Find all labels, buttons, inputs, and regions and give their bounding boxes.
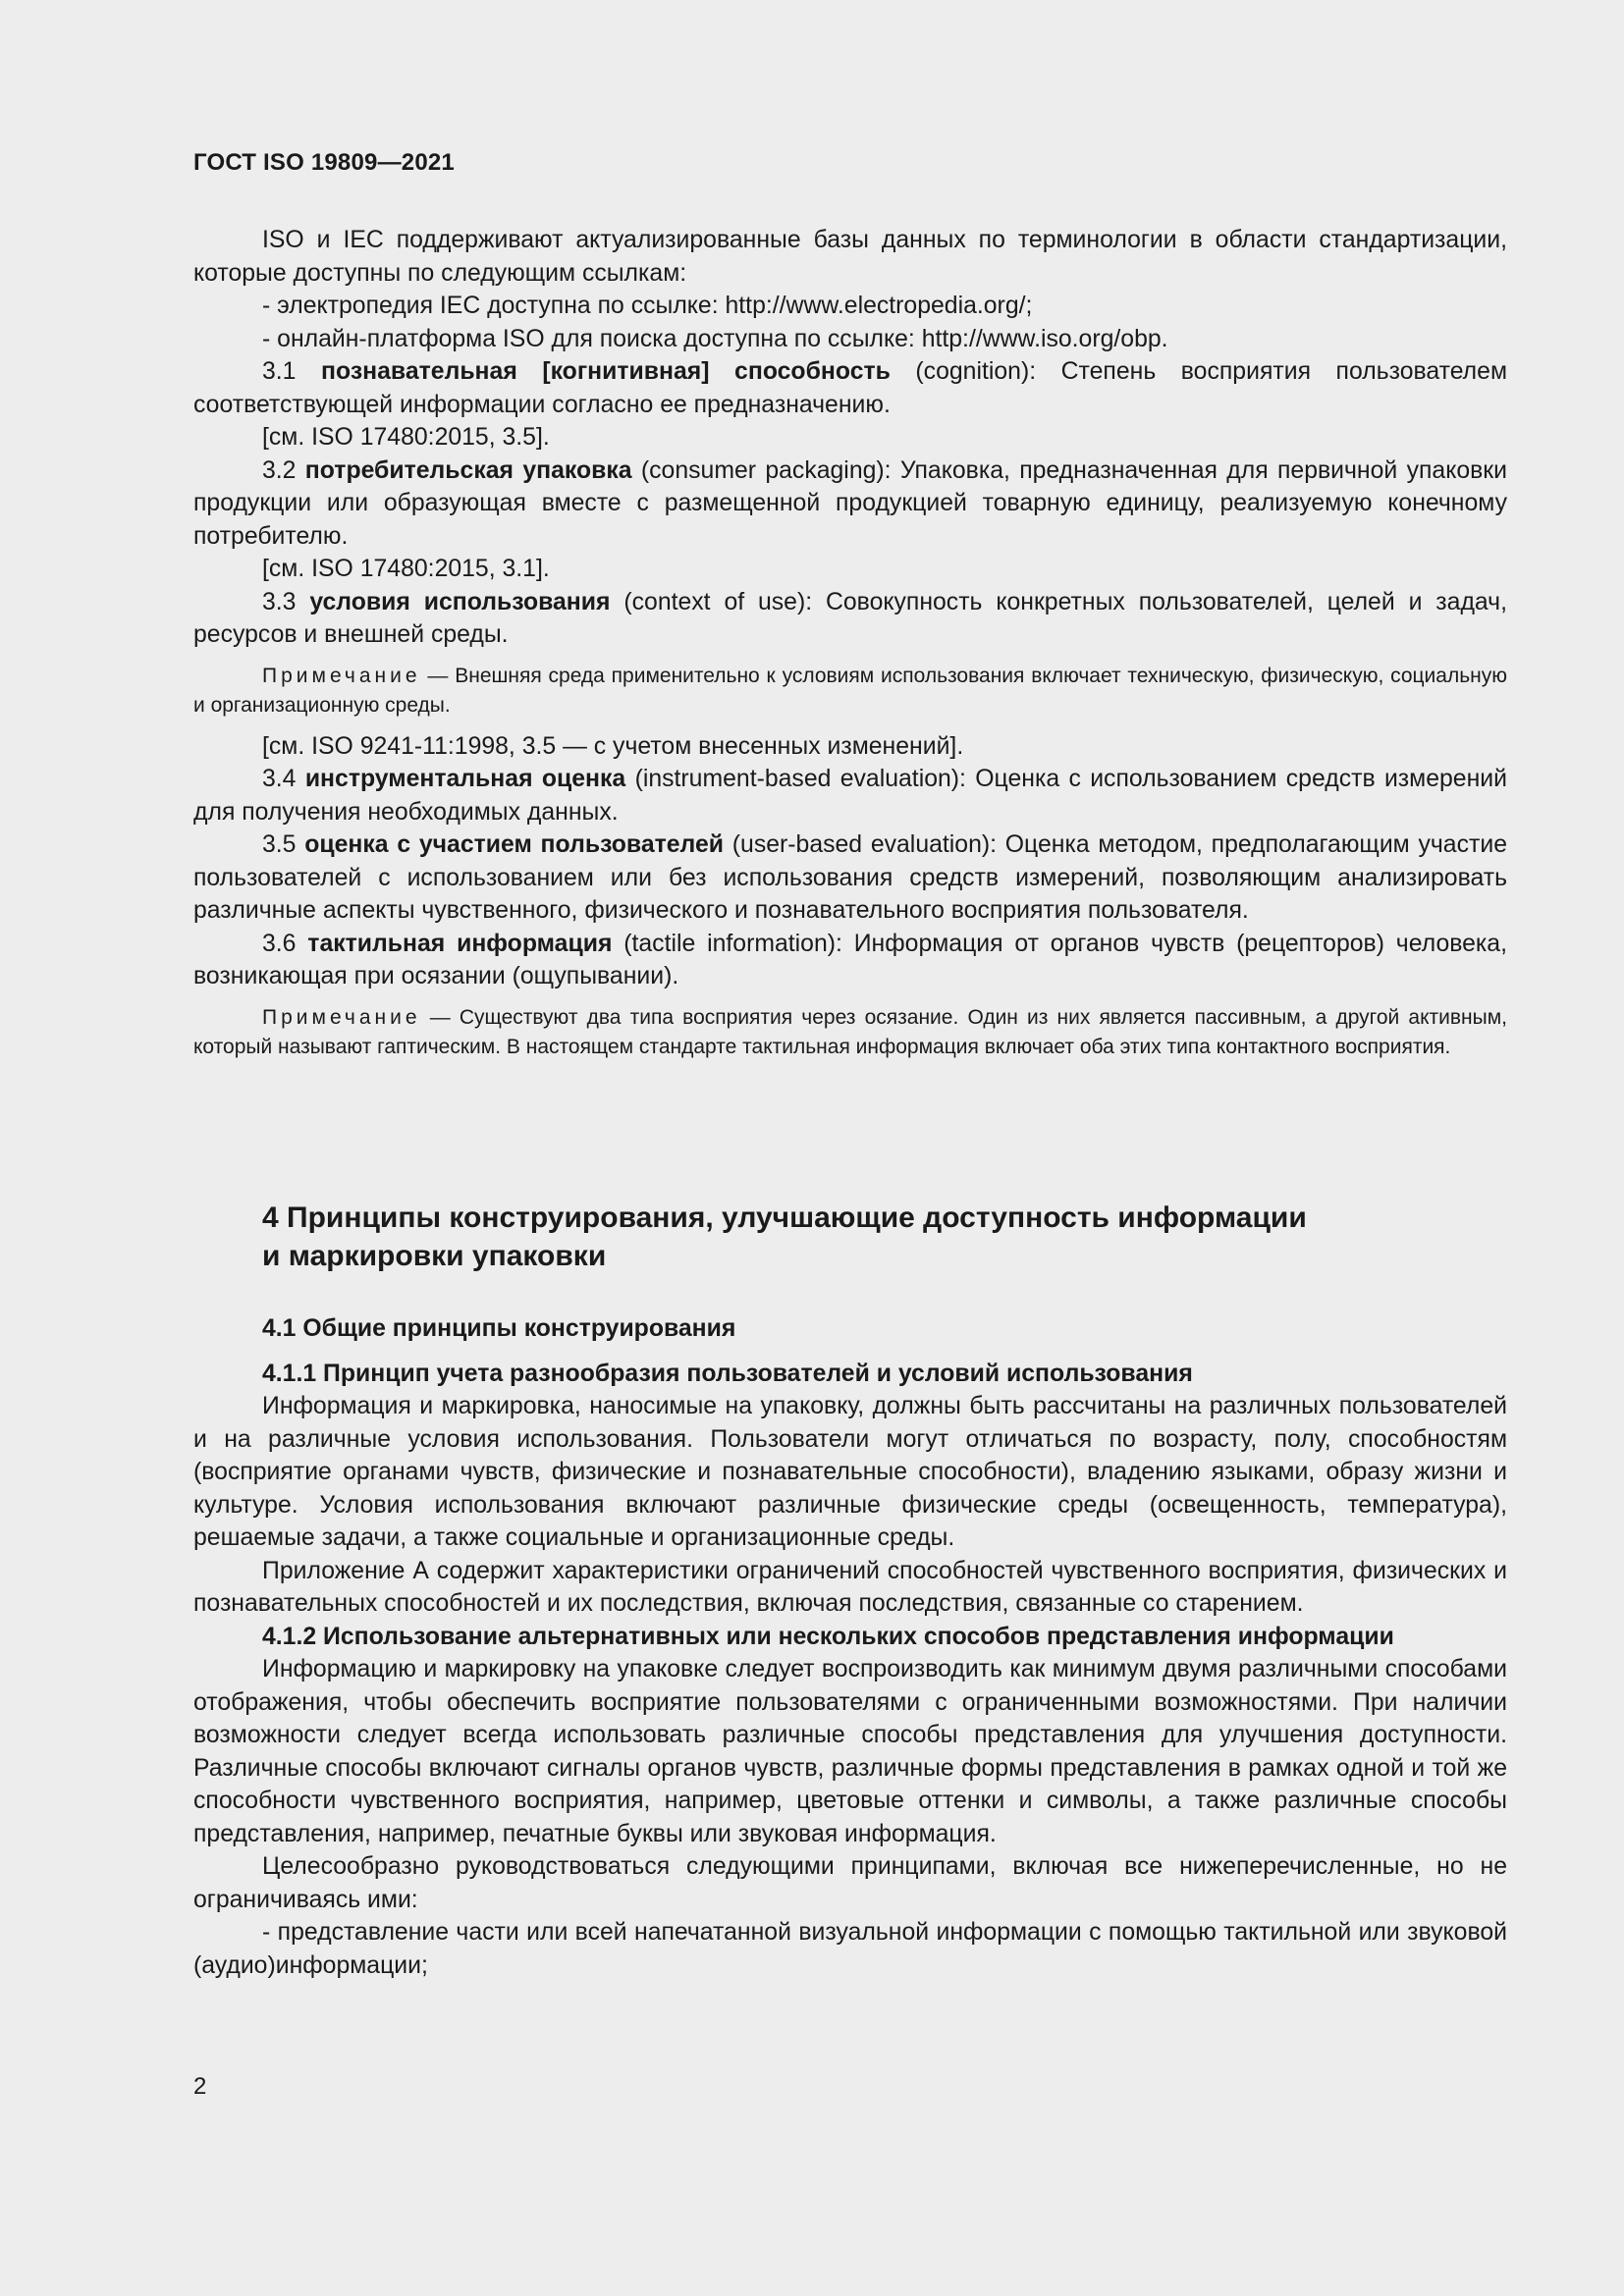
note-label: Примечание: [262, 664, 421, 687]
intro-paragraph: ISO и IEC поддерживают актуализированные базы данных по терминологии в области стандартизации, которые доступны по следующим ссылкам:: [193, 227, 1507, 287]
page-number: 2: [193, 2073, 207, 2100]
section-4-title: 4 Принципы конструирования, улучшающие доступность информации и маркировки упаковки: [262, 1201, 1307, 1272]
term-3-6-name: тактильная информация: [307, 930, 613, 957]
term-3-2: 3.2 потребительская упаковка (consumer packaging): Упаковка, предназначенная для первичной упаковки продукции или образующая вместе с размещенной продукцией товарную единицу, реализуемую конечному потребителю.: [193, 456, 1507, 550]
section-4-1-2-paragraph-1: Информацию и маркировку на упаковке следует воспроизводить как минимум двумя различными способами отображения, чтобы обеспечить восприятие пользователями с ограниченными возможностями. При наличии возможности следует всегда использовать различные способы представления для улучшения доступности. Различные способы включают сигналы органов чувств, различные формы представления в рамках одной и той же способности чувственного восприятия, например, цветовые оттенки и символы, а также различные способы представления, например, печатные буквы или звуковая информация.: [193, 1656, 1507, 1847]
term-3-1-name: познавательная [когнитивная] способность: [321, 358, 891, 385]
note-label: Примечание: [262, 1005, 421, 1029]
term-3-1: 3.1 познавательная [когнитивная] способность (cognition): Степень восприятия пользователем соответствующей информации согласно ее предназначению.: [193, 358, 1507, 418]
note-3-3: Примечание — Внешняя среда применительно к условиям использования включает техническую, физическую, социальную и организационную среды.: [193, 664, 1507, 717]
section-4-1-2-title: 4.1.2 Использование альтернативных или нескольких способов представления информации: [262, 1623, 1394, 1650]
note-3-6: Примечание — Существуют два типа восприятия через осязание. Один из них является пассивным, а другой активным, который называют гаптическим. В настоящем стандарте тактильная информация включает оба этих типа контактного восприятия.: [193, 1005, 1507, 1058]
term-3-2-reference: [см. ISO 17480:2015, 3.1].: [262, 556, 550, 582]
section-4-1-1-title: 4.1.1 Принцип учета разнообразия пользователей и условий использования: [262, 1360, 1193, 1387]
term-3-6: 3.6 тактильная информация (tactile information): Информация от органов чувств (рецепторов) человека, возникающая при осязании (ощупывании).: [193, 930, 1507, 989]
term-3-3-name: условия использования: [309, 588, 611, 615]
document-header: ГОСТ ISO 19809—2021: [193, 149, 455, 176]
intro-link-iso-obp: - онлайн-платформа ISO для поиска доступна по ссылке: http://www.iso.org/obp.: [262, 325, 1168, 352]
section-4-1-1-paragraph-2: Приложение А содержит характеристики ограничений способностей чувственного восприятия, физических и познавательных способностей и их последствия, включая последствия, связанные со старением.: [193, 1557, 1507, 1617]
section-4-1-1-paragraph-1: Информация и маркировка, наносимые на упаковку, должны быть рассчитаны на различных пользователей и на различные условия использования. Пользователи могут отличаться по возрасту, полу, способностям (восприятие органами чувств, физические и познавательные способности), владению языками, образу жизни и культуре. Условия использования включают различные физические среды (освещенность, температура), решаемые задачи, а также социальные и организационные среды.: [193, 1393, 1507, 1551]
term-3-3: 3.3 условия использования (context of use): Совокупность конкретных пользователей, целей и задач, ресурсов и внешней среды.: [193, 588, 1507, 648]
term-3-4-name: инструментальная оценка: [304, 766, 626, 792]
intro-link-electropedia: - электропедия IEC доступна по ссылке: http://www.electropedia.org/;: [262, 293, 1033, 319]
terms-section: [193, 224, 1507, 1062]
section-4-1-title: 4.1 Общие принципы конструирования: [262, 1315, 736, 1342]
term-3-5-name: оценка с участием пользователей: [304, 831, 725, 858]
section-4-1-2-paragraph-2: Целесообразно руководствоваться следующими принципами, включая все нижеперечисленные, но не ограничиваясь ими:: [193, 1853, 1507, 1913]
term-3-3-reference: [см. ISO 9241-11:1998, 3.5 — с учетом внесенных изменений].: [262, 732, 964, 760]
term-3-5: 3.5 оценка с участием пользователей (user-based evaluation): Оценка методом, предполагающим участие пользователей с использованием или без использования средств измерений, позволяющим анализировать различные аспекты чувственного, физического и познавательного восприятия пользователя.: [193, 831, 1507, 924]
section-4-1-2-list-item: - представление части или всей напечатанной визуальной информации с помощью тактильной или звуковой (аудио)информации;: [193, 1919, 1507, 1979]
term-3-2-name: потребительская упаковка: [304, 456, 632, 484]
term-3-4: 3.4 инструментальная оценка (instrument-based evaluation): Оценка с использованием средств измерений для получения необходимых данных.: [193, 766, 1507, 826]
term-3-1-reference: [см. ISO 17480:2015, 3.5].: [262, 424, 550, 451]
section-4: [193, 1199, 1507, 1982]
